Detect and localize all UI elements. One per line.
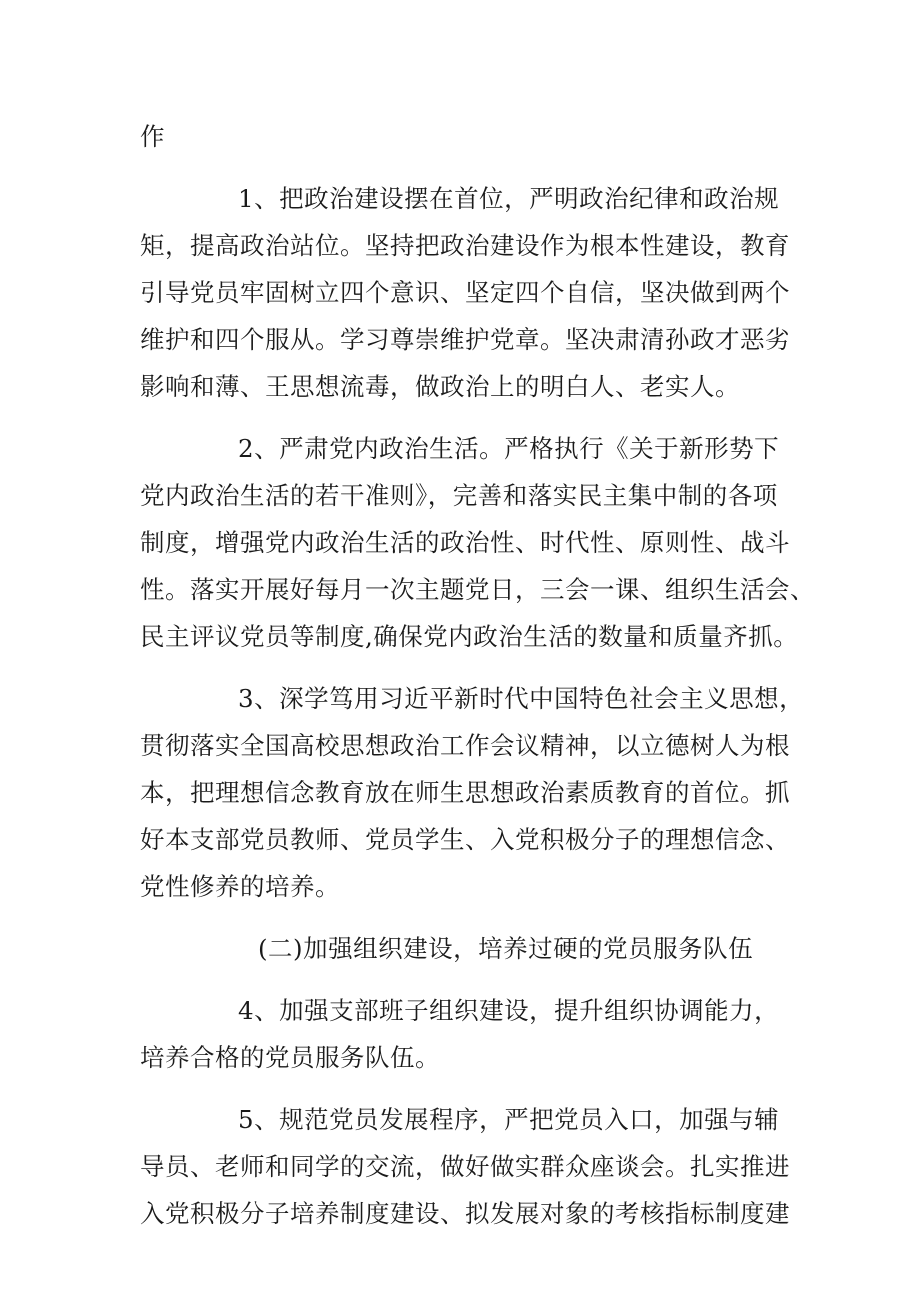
text-line: 好本支部党员教师、党员学生、入党积极分子的理想信念、 xyxy=(140,825,790,854)
paragraph-5-line: 5、规范党员发展程序，严把党员入口，加强与辅 xyxy=(238,1105,780,1134)
text-line: 贯彻落实全国高校思想政治工作会议精神，以立德树人为根 xyxy=(140,731,790,760)
text-line: 作 xyxy=(140,122,165,151)
text-line: 维护和四个服从。学习尊崇维护党章。坚决肃清孙政才恶劣 xyxy=(140,325,790,354)
section-heading: (二)加强组织建设，培养过硬的党员服务队伍 xyxy=(258,934,754,963)
text-line: 性。落实开展好每月一次主题党日，三会一课、组织生活会、 xyxy=(140,575,815,604)
text-line: 影响和薄、王思想流毒，做政治上的明白人、老实人。 xyxy=(140,372,740,401)
text-line: 入党积极分子培养制度建设、拟发展对象的考核指标制度建 xyxy=(140,1199,790,1228)
paragraph-4-line: 4、加强支部班子组织建设，提升组织协调能力， xyxy=(238,996,780,1025)
text-line: 民主评议党员等制度,确保党内政治生活的数量和质量齐抓。 xyxy=(140,622,799,651)
text-line: 培养合格的党员服务队伍。 xyxy=(140,1043,440,1072)
text-line: 党内政治生活的若干准则》，完善和落实民主集中制的各项 xyxy=(140,481,778,510)
paragraph-3-line: 3、深学笃用习近平新时代中国特色社会主义思想， xyxy=(238,684,805,713)
text-line: 矩，提高政治站位。坚持把政治建设作为根本性建设，教育 xyxy=(140,231,790,260)
text-line: 本，把理想信念教育放在师生思想政治素质教育的首位。抓 xyxy=(140,778,790,807)
paragraph-1-line: 1、把政治建设摆在首位，严明政治纪律和政治规 xyxy=(238,184,780,213)
text-line: 导员、老师和同学的交流，做好做实群众座谈会。扎实推进 xyxy=(140,1152,790,1181)
paragraph-2-line: 2、严肃党内政治生活。严格执行《关于新形势下 xyxy=(238,434,780,463)
text-line: 引导党员牢固树立四个意识、坚定四个自信，坚决做到两个 xyxy=(140,278,790,307)
text-line: 党性修养的培养。 xyxy=(140,872,340,901)
text-line: 制度，增强党内政治生活的政治性、时代性、原则性、战斗 xyxy=(140,528,790,557)
document-body xyxy=(140,113,815,1237)
